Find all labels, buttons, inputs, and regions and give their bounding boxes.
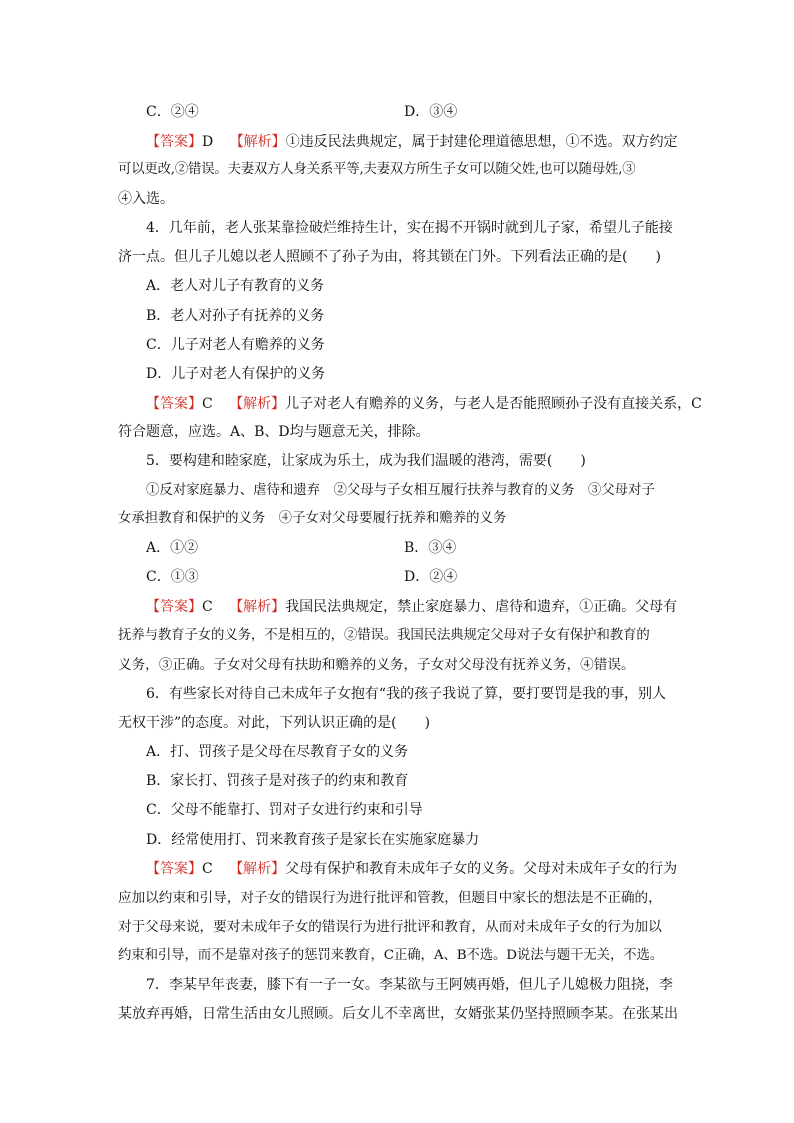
q4-analysis-l2: 符合题意，应选。A、B、D均与题意无关，排除。	[118, 424, 430, 440]
q6-option-a: A．打、罚孩子是父母在尽教育子女的义务	[146, 744, 409, 760]
q6-analysis-l1: 父母有保护和教育未成年子女的义务。父母对未成年子女的行为	[285, 861, 678, 877]
q6-answer-line	[146, 859, 688, 879]
q6-analysis-l2: 应加以约束和引导，对子女的错误行为进行批评和管教，但题目中家长的想法是不正确的，	[118, 890, 662, 906]
q3-option-d: D．③④	[404, 104, 458, 120]
q6-stem-l1: 6．有些家长对待自己未成年子女抱有“我的孩子我说了算，要打要罚是我的事，别人	[146, 686, 667, 702]
q4-option-b: B．老人对孙子有抚养的义务	[146, 308, 325, 324]
q6-answer-value: C	[202, 861, 213, 877]
answer-tag: 【答案】	[146, 396, 202, 412]
q7-stem-l1: 7．李某早年丧妻，膝下有一子一女。李某欲与王阿姨再婚，但儿子儿媳极力阻挠，李	[146, 977, 673, 993]
answer-tag: 【答案】	[146, 134, 202, 150]
q5-option-b: B．③④	[404, 540, 457, 556]
q6-analysis-l4: 约束和引导，而不是靠对孩子的惩罚来教育，C正确，A、B不选。D说法与题干无关，不选。	[118, 948, 664, 963]
analysis-tag: 【解析】	[229, 134, 286, 150]
analysis-tag: 【解析】	[229, 599, 286, 615]
q4-answer-line	[146, 394, 702, 414]
q5-option-a: A．①②	[146, 540, 199, 556]
q6-option-d: D．经常使用打、罚来教育孩子是家长在实施家庭暴力	[146, 832, 480, 848]
q7-stem-l2: 某放弃再婚，日常生活由女儿照顾。后女儿不幸离世，女婿张某仍坚持照顾李某。在张某出	[118, 1006, 678, 1022]
q4-stem-l2: 济一点。但儿子儿媳以老人照顾不了孙子为由，将其锁在门外。下列看法正确的是( )	[118, 249, 661, 265]
q4-option-a: A．老人对儿子有教育的义务	[146, 278, 325, 294]
q6-option-c: C．父母不能靠打、罚对子女进行约束和引导	[146, 802, 423, 818]
q5-stem-l1: 5．要构建和睦家庭，让家成为乐土，成为我们温暖的港湾，需要( )	[146, 453, 586, 469]
q3-analysis-l2: 可以更改,②错误。夫妻双方人身关系平等,夫妻双方所生子女可以随父姓,也可以随母姓,③	[118, 162, 636, 177]
q5-analysis-l1: 我国民法典规定，禁止家庭暴力、虐待和遗弃，①正确。父母有	[285, 599, 678, 615]
q6-option-b: B．家长打、罚孩子是对孩子的约束和教育	[146, 773, 409, 789]
q5-option-d: D．②④	[404, 569, 458, 585]
q3-answer-line	[146, 132, 688, 152]
q5-analysis-l2: 抚养与教育子女的义务，不是相互的，②错误。我国民法典规定父母对子女有保护和教育的	[118, 628, 650, 643]
q4-option-d: D．儿子对老人有保护的义务	[146, 366, 326, 382]
q5-option-c: C．①③	[146, 569, 199, 585]
q5-analysis-l3: 义务，③正确。子女对父母有扶助和赡养的义务，子女对父母没有抚养义务，④错误。	[118, 657, 635, 673]
q5-items-l2: 女承担教育和保护的义务 ④子女对父母要履行抚养和赡养的义务	[118, 511, 507, 526]
q5-items-l1: ①反对家庭暴力、虐待和遗弃 ②父母与子女相互履行扶养与教育的义务 ③父母对子	[146, 483, 655, 498]
q4-answer-value: C	[202, 396, 213, 412]
q6-analysis-l3: 对于父母来说，要对未成年子女的错误行为进行批评和教育，从而对未成年子女的行为加以	[118, 919, 662, 935]
q6-stem-l2: 无权干涉”的态度。对此，下列认识正确的是( )	[118, 715, 431, 731]
answer-tag: 【答案】	[146, 599, 202, 615]
analysis-tag: 【解析】	[229, 396, 286, 412]
q3-answer-value: D	[202, 134, 214, 150]
q3-analysis-l3: ④入选。	[118, 191, 174, 207]
q4-option-c: C．儿子对老人有赡养的义务	[146, 337, 325, 353]
q5-answer-value: C	[202, 599, 213, 615]
q5-answer-line	[146, 597, 688, 617]
q3-analysis-l1: ①违反民法典规定，属于封建伦理道德思想，①不选。双方约定	[285, 134, 678, 150]
q3-option-c: C．②④	[146, 104, 199, 120]
q4-analysis-l1: 儿子对老人有赡养的义务，与老人是否能照顾孙子没有直接关系，C	[285, 396, 702, 412]
q4-stem-l1: 4．几年前，老人张某靠捡破烂维持生计，实在揭不开锅时就到儿子家，希望儿子能接	[146, 220, 673, 236]
analysis-tag: 【解析】	[229, 861, 286, 877]
answer-tag: 【答案】	[146, 861, 202, 877]
